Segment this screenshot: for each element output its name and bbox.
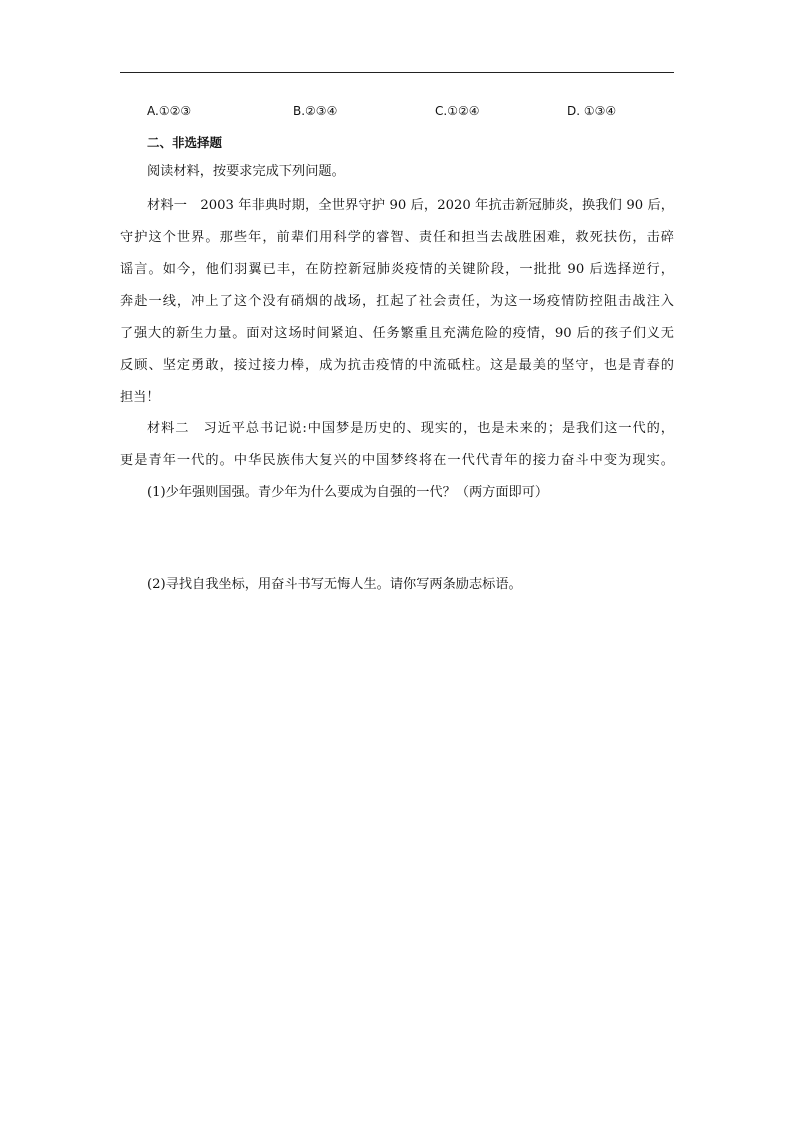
option-c: C.①②④ <box>435 104 480 118</box>
material-one-line: 反顾、坚定勇敢，接过接力棒，成为抗击疫情的中流砥柱。这是最美的坚守，也是青春的 <box>120 358 674 373</box>
header-rule <box>120 72 674 73</box>
option-b: B.②③④ <box>293 104 338 118</box>
material-one-line: 材料一 2003 年非典时期，全世界守护 90 后，2020 年抗击新冠肺炎，换我们 90 后， <box>147 198 674 213</box>
option-a: A.①②③ <box>147 104 192 118</box>
question-two: (2)寻找自我坐标，用奋斗书写无悔人生。请你写两条励志标语。 <box>147 577 522 592</box>
option-d: D. ①③④ <box>567 104 617 118</box>
material-one-line: 了强大的新生力量。面对这场时间紧迫、任务繁重且充满危险的疫情，90 后的孩子们义无 <box>120 326 674 341</box>
question-one: (1)少年强则国强。青少年为什么要成为自强的一代？（两方面即可） <box>147 485 549 500</box>
material-one-line: 守护这个世界。那些年，前辈们用科学的睿智、责任和担当去战胜困难，救死扶伤，击碎 <box>120 230 674 245</box>
material-two-line: 材料二 习近平总书记说:中国梦是历史的、现实的，也是未来的；是我们这一代的， <box>147 421 674 436</box>
material-one-line: 奔赴一线，冲上了这个没有硝烟的战场，扛起了社会责任，为这一场疫情防控阻击战注入 <box>120 294 674 309</box>
material-one-line: 谣言。如今，他们羽翼已丰，在防控新冠肺炎疫情的关键阶段，一批批 90 后选择逆行， <box>120 262 674 277</box>
material-two-line: 更是青年一代的。中华民族伟大复兴的中国梦终将在一代代青年的接力奋斗中变为现实。 <box>120 453 674 468</box>
material-one-line: 担当！ <box>120 390 160 405</box>
answer-options <box>147 104 667 122</box>
section-heading: 二、非选择题 <box>147 135 223 150</box>
instruction-text: 阅读材料，按要求完成下列问题。 <box>147 164 345 179</box>
